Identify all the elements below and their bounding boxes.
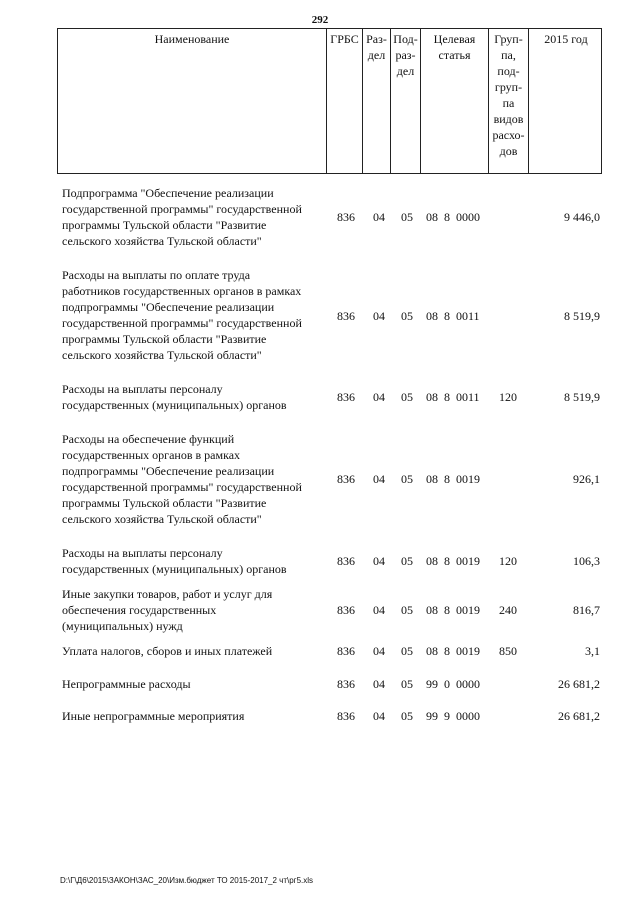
row-grbs: 836 (337, 390, 355, 404)
header-gruppa: Груп- па, под- груп- па видов расхо- дов (489, 29, 529, 173)
row-celevaya: 08 8 0019 (426, 554, 480, 568)
row-razdel: 04 (373, 677, 385, 691)
row-grbs: 836 (337, 210, 355, 224)
row-celevaya: 99 9 0000 (426, 709, 480, 723)
row-celevaya: 08 8 0011 (426, 390, 480, 404)
row-razdel: 04 (373, 390, 385, 404)
row-gruppa: 240 (499, 603, 517, 617)
header-celevaya: Целевая статья (421, 29, 489, 173)
row-podrazdel: 05 (401, 390, 413, 404)
row-amount: 9 446,0 (564, 210, 600, 224)
row-amount: 816,7 (573, 603, 600, 617)
header-grbs: ГРБС (327, 29, 363, 173)
row-name: Расходы на выплаты персоналу государственных (муниципальных) органов (62, 382, 287, 412)
row-podrazdel: 05 (401, 677, 413, 691)
header-podrazdel: Под- раз- дел (391, 29, 421, 173)
row-celevaya: 08 8 0019 (426, 644, 480, 658)
row-grbs: 836 (337, 709, 355, 723)
page-number: 292 (311, 14, 329, 26)
row-celevaya: 99 0 0000 (426, 677, 480, 691)
row-grbs: 836 (337, 472, 355, 486)
row-celevaya: 08 8 0000 (426, 210, 480, 224)
row-name: Подпрограмма "Обеспечение реализации государственной программы" государственной программы Тульской области "Развитие сельского хозяйства Тульской области" (62, 186, 302, 248)
header-razdel: Раз- дел (363, 29, 391, 173)
row-razdel: 04 (373, 644, 385, 658)
row-celevaya: 08 8 0019 (426, 472, 480, 486)
row-razdel: 04 (373, 472, 385, 486)
row-razdel: 04 (373, 603, 385, 617)
row-amount: 3,1 (585, 644, 600, 658)
row-celevaya: 08 8 0019 (426, 603, 480, 617)
row-podrazdel: 05 (401, 309, 413, 323)
row-name: Иные закупки товаров, работ и услуг для обеспечения государственных (муниципальных) нужд (62, 587, 273, 633)
row-amount: 8 519,9 (564, 309, 600, 323)
row-podrazdel: 05 (401, 709, 413, 723)
row-grbs: 836 (337, 309, 355, 323)
row-gruppa: 120 (499, 390, 517, 404)
row-name: Расходы на выплаты по оплате труда работников государственных органов в рамках подпрограммы "Обеспечение реализации государственной программы" государственной программы Тульской области "Развитие сельского хозяйства Тульской области" (62, 268, 302, 362)
row-razdel: 04 (373, 309, 385, 323)
row-gruppa: 120 (499, 554, 517, 568)
row-razdel: 04 (373, 210, 385, 224)
header-year: 2015 год (544, 32, 588, 46)
header-name: Наименование (58, 29, 327, 173)
row-amount: 26 681,2 (558, 709, 600, 723)
row-name: Расходы на обеспечение функций государственных органов в рамках подпрограммы "Обеспечение реализации государственной программы" государственной программы Тульской области "Развитие сельского хозяйства Тульской области" (62, 432, 302, 526)
row-grbs: 836 (337, 677, 355, 691)
row-name: Иные непрограммные мероприятия (62, 709, 245, 723)
row-podrazdel: 05 (401, 603, 413, 617)
row-podrazdel: 05 (401, 210, 413, 224)
row-grbs: 836 (337, 603, 355, 617)
row-podrazdel: 05 (401, 644, 413, 658)
row-name: Непрограммные расходы (62, 677, 191, 691)
row-amount: 926,1 (573, 472, 600, 486)
row-gruppa: 850 (499, 644, 517, 658)
row-razdel: 04 (373, 554, 385, 568)
table-header (57, 28, 602, 174)
row-name: Расходы на выплаты персоналу государственных (муниципальных) органов (62, 546, 287, 576)
row-grbs: 836 (337, 644, 355, 658)
row-grbs: 836 (337, 554, 355, 568)
row-razdel: 04 (373, 709, 385, 723)
row-name: Уплата налогов, сборов и иных платежей (62, 644, 273, 658)
row-amount: 106,3 (573, 554, 600, 568)
row-amount: 8 519,9 (564, 390, 600, 404)
row-amount: 26 681,2 (558, 677, 600, 691)
row-podrazdel: 05 (401, 554, 413, 568)
row-celevaya: 08 8 0011 (426, 309, 480, 323)
row-podrazdel: 05 (401, 472, 413, 486)
file-path-footer: D:\Г\Д6\2015\ЗАКОН\ЗАС_20\Изм.бюджет ТО 2015-2017_2 чт\рг5.xls (60, 876, 314, 885)
